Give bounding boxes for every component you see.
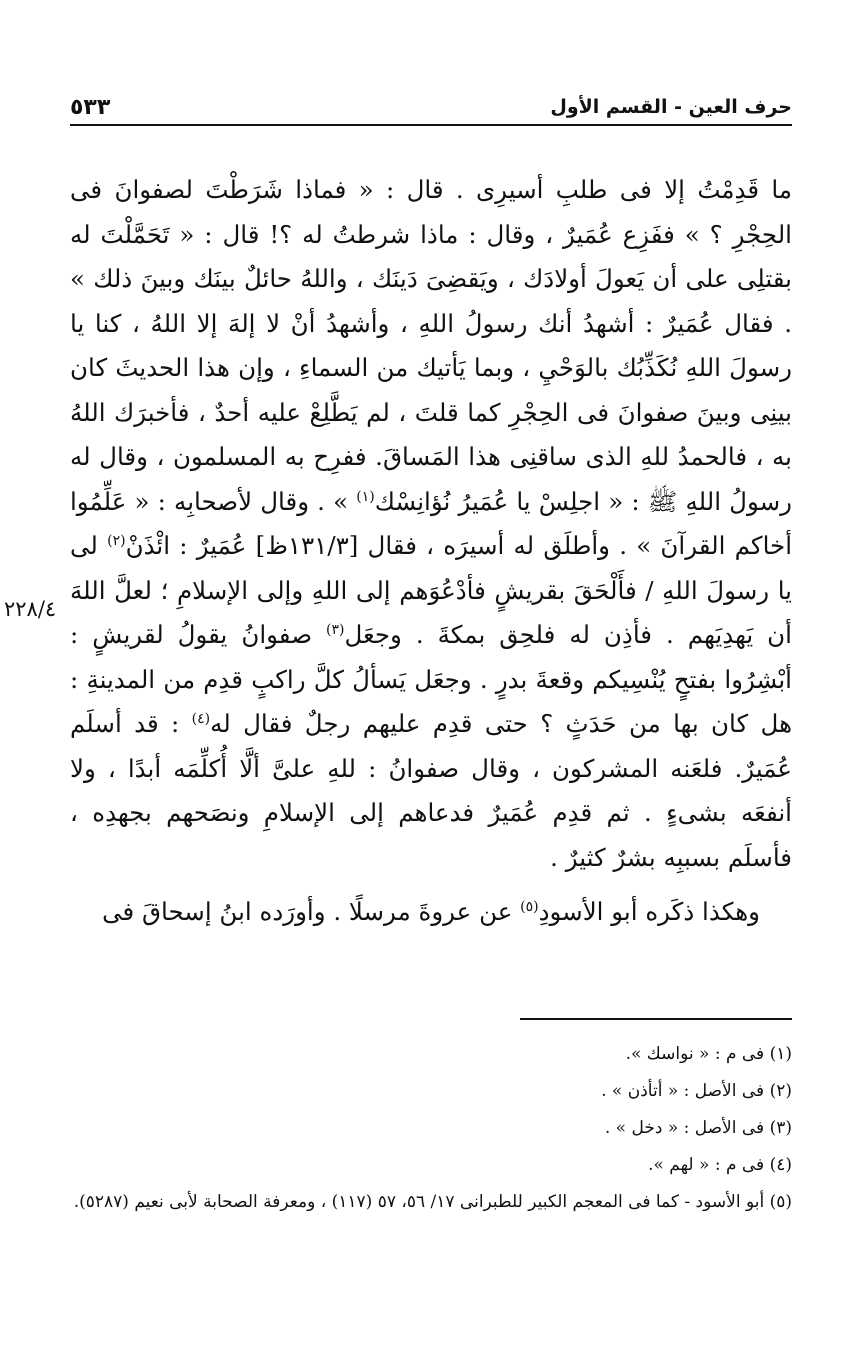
footnote-ref: (٥) [520,898,539,915]
footnote-ref: (١) [356,488,375,505]
text-run: عن عروةَ مرسلًا . وأورَده ابنُ إسحاقَ فى [102,897,521,926]
footnotes [70,1036,792,1221]
footnote-ref: (٢) [107,532,126,549]
text-run: صفوانُ يقولُ لقريشٍ : أبْشِرُوا بفتحٍ يُنْسِيكم وقعةَ بدرٍ . وجعَل يَسألُ كلَّ راكبٍ قدِم من المدينةِ : هل كان بها من حَدَثٍ ؟ حتى قدِم عليهم رجلٌ فقال له [70,620,792,738]
paragraph-1 [70,168,792,880]
text-run: ما قَدِمْتُ إلا فى طلبِ أسيرِى . قال : « فماذا شَرَطْتَ لصفوانَ فى الحِجْرِ ؟ » ففَزِع عُمَيرٌ ، وقال : ماذا شرطتُ له ؟! قال : « تَحَمَّلْتَ له بقتلِى على أن يَعولَ أولادَك ، ويَقضِىَ دَينَك ، واللهُ حائلٌ بينَك وبينَ ذلك » . فقال عُمَيرٌ : أشهدُ أنك رسولُ اللهِ ، وأشهدُ أنْ لا إلهَ إلا اللهُ ، كنا يا رسولَ اللهِ نُكَذِّبُك بالوَحْيِ ، وبما يَأتيك من السماءِ ، وإن هذا الحديثَ كان بينِى وبينَ صفوانَ فى الحِجْرِ كما قلتَ ، لم يَطَّلِعْ عليه أحدٌ ، فأخبرَك اللهُ به ، فالحمدُ للهِ الذى ساقنِى هذا المَساقَ. ففرِح به المسلمون ، وقال له رسولُ اللهِ ﷺ : « اجلِسْ يا عُمَيرُ نُؤانِسْك [70,175,793,516]
main-text [70,168,792,935]
footnote-divider [520,1018,792,1020]
footnote: (٤) فى م : « لهم ». [648,1155,792,1175]
text-run: : قد أسلَم عُمَيرٌ. فلعَنه المشركون ، وقال صفوانُ : للهِ علىَّ ألَّا أُكلِّمَه أبدًا ، ولا أنفعَه بشىءٍ . ثم قدِم عُمَيرٌ فدعاهم إلى الإسلامِ ونصَحهم بجهدِه ، فأسلَم بسببِه بشرٌ كثيرٌ . [70,709,792,872]
footnote: (١) فى م : « نواسك ». [625,1044,792,1064]
text-run: » . وقال لأصحابِه : « عَلِّمُوا أخاكم القرآنَ » . وأطلَق له أسيرَه ، فقال [١٣١/٣ظ] عُمَيرٌ : ائْذَنْ [70,486,792,560]
footnote-ref: (٣) [326,621,345,638]
footnote-ref: (٤) [191,710,211,727]
page-header [70,88,792,126]
footnote: (٢) فى الأصل : « أتأذن » . [601,1081,792,1101]
text-run: لى يا رسولَ اللهِ / فأَلْحَقَ بقريشٍ فأدْعُوَهم إلى اللهِ وإلى الإسلامِ ؛ لعلَّ اللهَ أن يَهدِيَهم . فأذِن له فلحِق بمكةَ . وجعَل [70,531,792,649]
running-title: حرف العين - القسم الأول [550,96,792,118]
page-number: ٥٣٣ [70,95,111,120]
paragraph-2 [70,890,792,935]
margin-reference: ٢٢٨/٤ [4,597,57,621]
text-run: وهكذا ذكَره أبو الأسودِ [538,897,760,926]
footnote: (٣) فى الأصل : « دخل » . [604,1118,792,1138]
footnote: (٥) أبو الأسود - كما فى المعجم الكبير للطبرانى ١٧/ ٥٦، ٥٧ (١١٧) ، ومعرفة الصحابة لأبى نعيم (٥٢٨٧). [73,1192,792,1212]
